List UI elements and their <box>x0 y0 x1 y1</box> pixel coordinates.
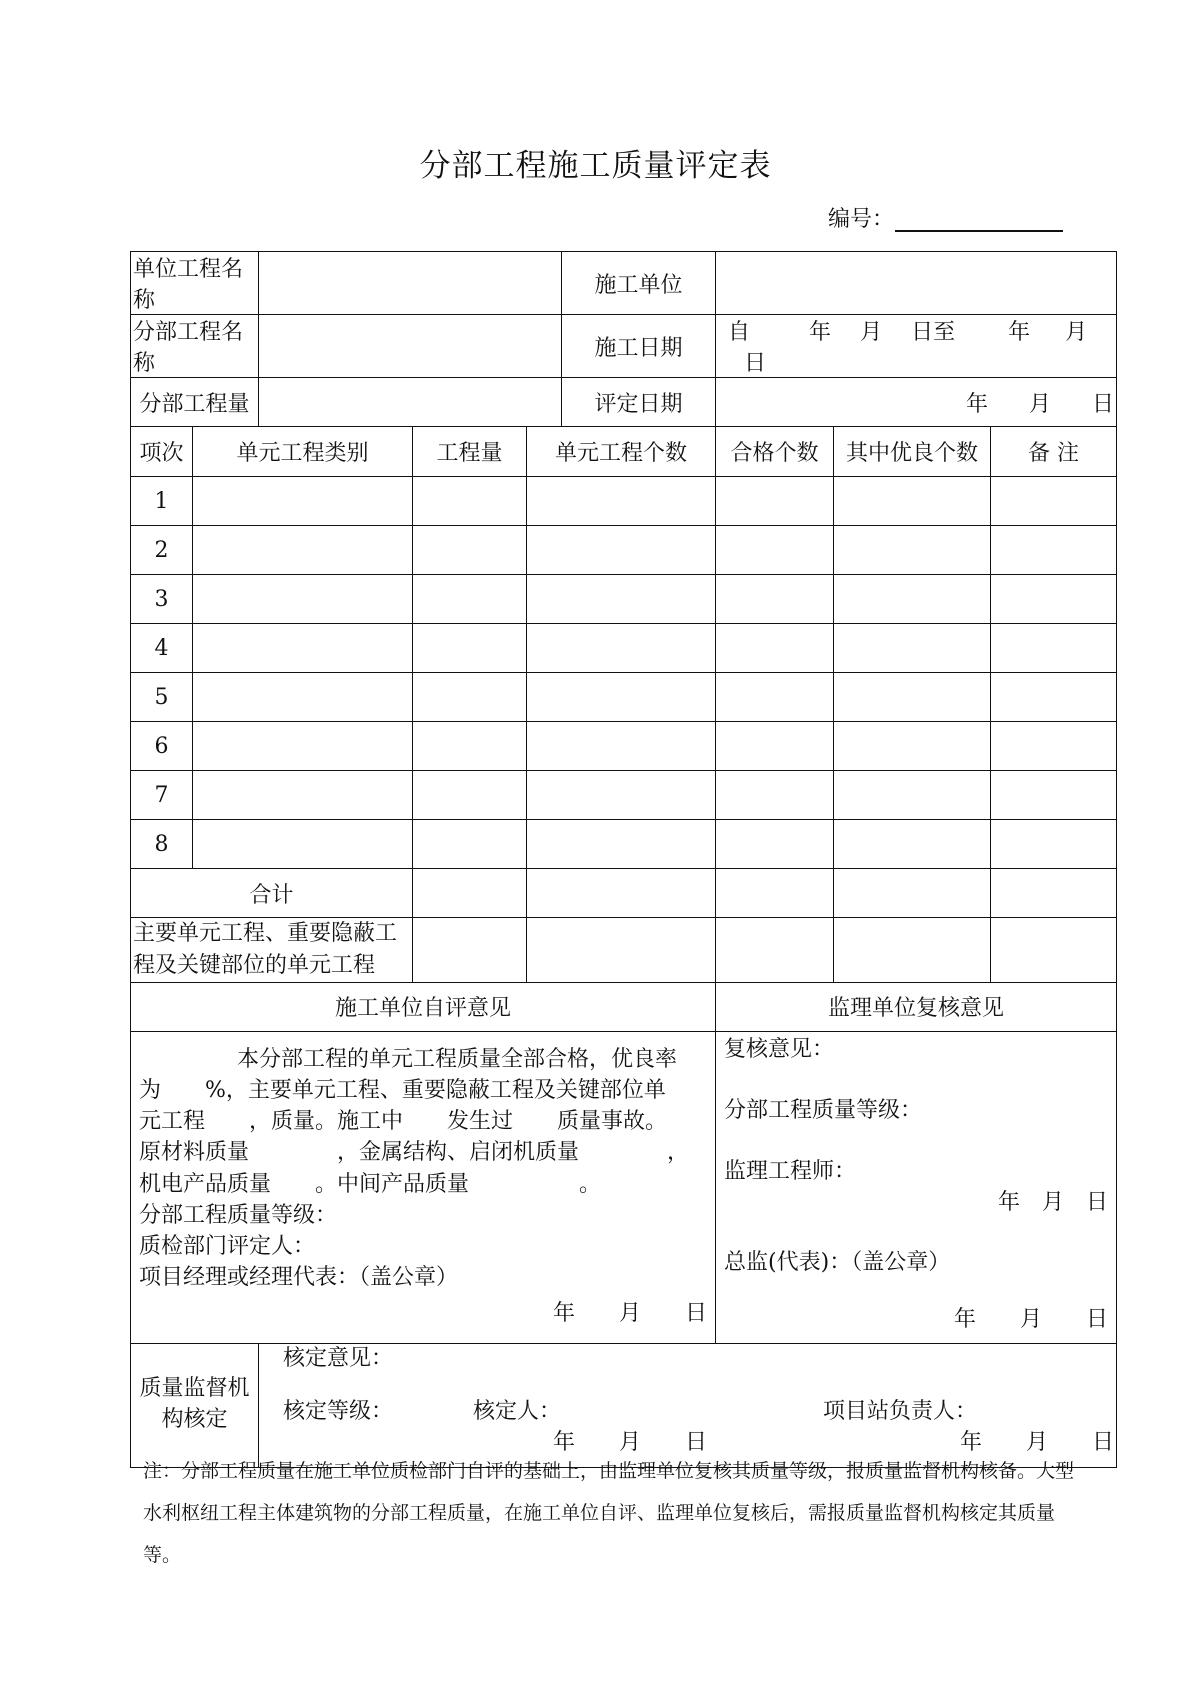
verification-label: 质量监督机构核定 <box>131 1343 259 1467</box>
sub-project-quantity-field[interactable] <box>259 378 562 427</box>
self-eval-header: 施工单位自评意见 <box>131 982 716 1031</box>
verification-block[interactable] <box>259 1343 1117 1467</box>
chief-label: 总监(代表)：（盖公章） <box>724 1249 951 1275</box>
table-row <box>131 820 1117 869</box>
key-units-label: 主要单元工程、重要隐蔽工程及关键部位的单元工程 <box>131 918 413 983</box>
supervision-block[interactable] <box>716 1031 1117 1343</box>
header-remarks: 备 注 <box>991 427 1117 477</box>
evaluation-date-field[interactable]: 年 月 日 <box>716 378 1117 427</box>
footnote: 注：分部工程质量在施工单位质检部门自评的基础上，由监理单位复核其质量等级，报质量监督机构核备。大型水利枢纽工程主体建筑物的分部工程质量，在施工单位自评、监理单位复核后，需报质量监督机构核定其质量等。 <box>143 1460 1075 1566</box>
unit-project-name-field[interactable] <box>259 252 562 315</box>
verifier-label: 核定人： <box>473 1398 562 1424</box>
construction-unit-field[interactable] <box>716 252 1117 315</box>
header-qualified-count: 合格个数 <box>716 427 834 477</box>
review-opinion-label: 复核意见： <box>724 1036 835 1062</box>
table-row <box>131 526 1117 575</box>
construction-unit-label: 施工单位 <box>562 252 716 315</box>
serial-number-field[interactable] <box>895 230 1063 232</box>
item-number: 1 <box>131 477 193 526</box>
quality-grade-label: 分部工程质量等级： <box>724 1098 923 1124</box>
self-eval-block[interactable]: 本分部工程的单元工程质量全部合格，优良率 为 %，主要单元工程、重要隐蔽工程及关键部位单 元工程 ，质量。施工中 发生过 质量事故。 原材料质量 ，金属结构、启闭机质量 ， 机电产品质量 。中间产品质量 。 分部工程质量等级： 质检部门评定人： 项目经理或经理代表：（盖公章） 年 月 日 <box>131 1031 716 1343</box>
page-title: 分部工程施工质量评定表 <box>419 148 772 184</box>
header-excellent-count: 其中优良个数 <box>834 427 991 477</box>
header-item: 项次 <box>131 427 193 477</box>
item-number: 8 <box>131 820 193 869</box>
item-number: 3 <box>131 575 193 624</box>
supervision-header: 监理单位复核意见 <box>716 982 1117 1031</box>
item-number: 5 <box>131 673 193 722</box>
verification-opinion: 核定意见： <box>283 1345 394 1371</box>
header-quantity: 工程量 <box>413 427 527 477</box>
table-row <box>131 771 1117 820</box>
evaluation-date-label: 评定日期 <box>562 378 716 427</box>
serial-number-label: 编号： <box>828 207 895 232</box>
item-number: 2 <box>131 526 193 575</box>
verification-grade: 核定等级： <box>283 1398 394 1424</box>
verification-date-right: 年 月 日 <box>960 1429 1115 1455</box>
key-units-row <box>131 918 1117 983</box>
sub-project-name-label: 分部工程名称 <box>131 315 259 378</box>
header-category: 单元工程类别 <box>193 427 413 477</box>
table-row <box>131 624 1117 673</box>
sub-project-quantity-label: 分部工程量 <box>131 378 259 427</box>
construction-date-label: 施工日期 <box>562 315 716 378</box>
table-row <box>131 673 1117 722</box>
table-row <box>131 575 1117 624</box>
self-eval-date: 年 月 日 <box>553 1300 708 1326</box>
item-number: 4 <box>131 624 193 673</box>
supervision-date-1: 年 月 日 <box>998 1190 1109 1216</box>
table-row <box>131 477 1117 526</box>
total-row <box>131 869 1117 918</box>
supervision-date-2: 年 月 日 <box>954 1306 1109 1332</box>
total-label: 合计 <box>131 869 413 918</box>
engineer-label: 监理工程师： <box>724 1159 857 1185</box>
item-number: 6 <box>131 722 193 771</box>
station-head-label: 项目站负责人： <box>823 1398 978 1424</box>
table-header-row <box>131 427 1117 477</box>
construction-date-field[interactable]: 自 年 月 日至 年 月 日 <box>716 315 1117 378</box>
evaluation-table <box>130 251 1117 1468</box>
table-row <box>131 722 1117 771</box>
item-number: 7 <box>131 771 193 820</box>
unit-project-name-label: 单位工程名称 <box>131 252 259 315</box>
header-unit-count: 单元工程个数 <box>527 427 716 477</box>
verification-date-left: 年 月 日 <box>553 1429 708 1455</box>
sub-project-name-field[interactable] <box>259 315 562 378</box>
